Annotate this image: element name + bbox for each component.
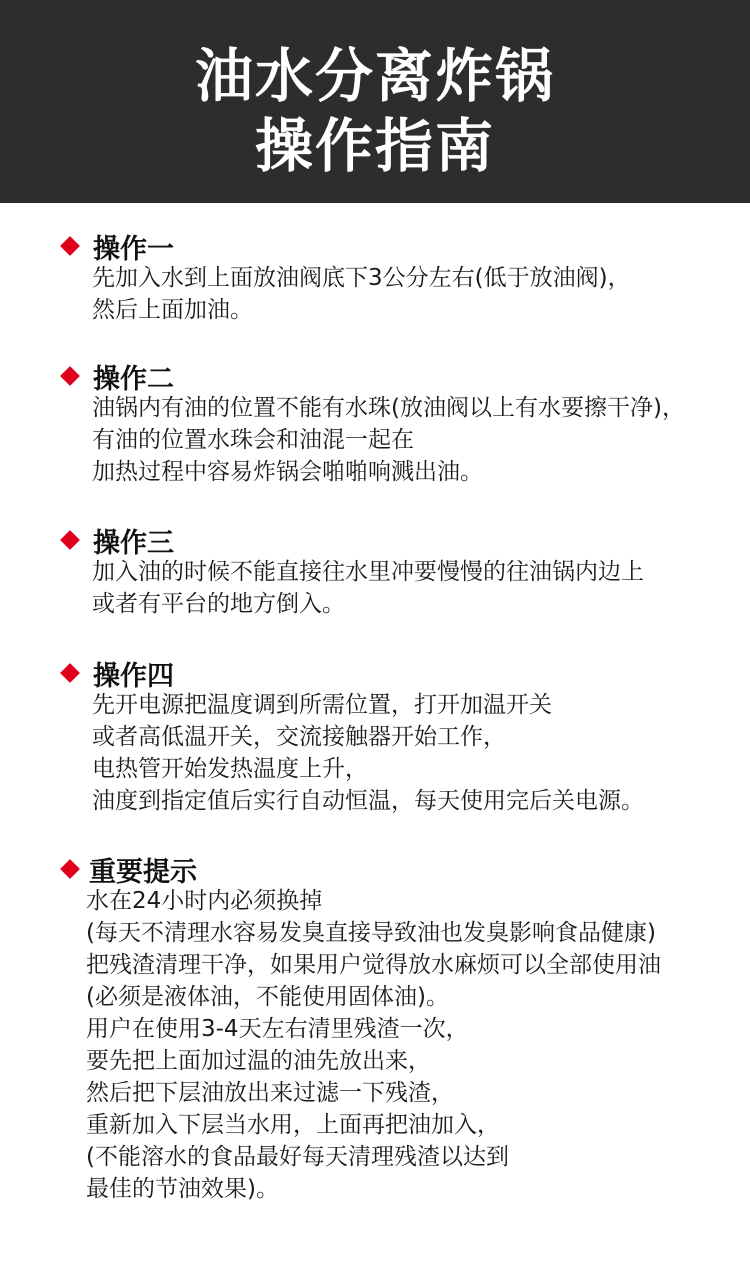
section-title: 操作三 <box>93 527 174 559</box>
section-heading <box>60 228 174 264</box>
body-line: 用户在使用3-4天左右清里残渣一次， <box>86 1016 469 1042</box>
section-heading <box>60 358 174 394</box>
diamond-bullet-icon <box>60 236 80 256</box>
body-line: 油度到指定值后实行自动恒温，每天使用完后关电源。 <box>92 788 644 814</box>
body-line: 或者有平台的地方倒入。 <box>92 591 345 617</box>
section-body <box>92 556 747 620</box>
section-title: 操作二 <box>93 363 174 395</box>
body-line: 然后上面加油。 <box>92 297 253 323</box>
section-title: 重要提示 <box>89 856 197 888</box>
section-body <box>86 885 741 1205</box>
body-line: 把残渣清理干净，如果用户觉得放水麻烦可以全部使用油 <box>86 952 661 978</box>
body-line: 加热过程中容易炸锅会啪啪响溅出油。 <box>92 459 483 485</box>
body-line: 最佳的节油效果)。 <box>86 1176 279 1202</box>
body-line: 要先把上面加过温的油先放出来， <box>86 1048 431 1074</box>
body-line: (不能溶水的食品最好每天清理残渣以达到 <box>86 1144 509 1170</box>
body-line: 水在24小时内必须换掉 <box>86 888 323 914</box>
section-title: 操作四 <box>93 660 174 692</box>
diamond-bullet-icon <box>60 859 80 879</box>
body-line: 然后把下层油放出来过滤一下残渣， <box>86 1080 454 1106</box>
body-line: 加入油的时候不能直接往水里冲要慢慢的往油锅内边上 <box>92 559 644 585</box>
section-heading <box>60 851 197 887</box>
body-line: 有油的位置水珠会和油混一起在 <box>92 427 414 453</box>
body-line: 重新加入下层当水用，上面再把油加入， <box>86 1112 500 1138</box>
body-line: 先开电源把温度调到所需位置，打开加温开关 <box>92 692 552 718</box>
body-line: 电热管开始发热温度上升， <box>92 756 368 782</box>
body-line: 或者高低温开关，交流接触器开始工作， <box>92 724 506 750</box>
body-line: 先加入水到上面放油阀底下3公分左右(低于放油阀)， <box>92 265 631 291</box>
section-heading <box>60 655 174 691</box>
body-line: 油锅内有油的位置不能有水珠(放油阀以上有水要擦干净)， <box>92 395 685 421</box>
diamond-bullet-icon <box>60 366 80 386</box>
body-line: (每天不清理水容易发臭直接导致油也发臭影响食品健康) <box>86 920 656 946</box>
title-banner <box>0 0 750 203</box>
section-body <box>92 392 747 488</box>
section-heading <box>60 522 174 558</box>
diamond-bullet-icon <box>60 663 80 683</box>
body-line: (必须是液体油，不能使用固体油)。 <box>86 984 449 1010</box>
page-title-line-1: 油水分离炸锅 <box>194 42 555 110</box>
page-title-line-2: 操作指南 <box>254 112 495 180</box>
diamond-bullet-icon <box>60 530 80 550</box>
section-body <box>92 689 747 817</box>
section-title: 操作一 <box>93 233 174 265</box>
section-body <box>92 262 747 326</box>
